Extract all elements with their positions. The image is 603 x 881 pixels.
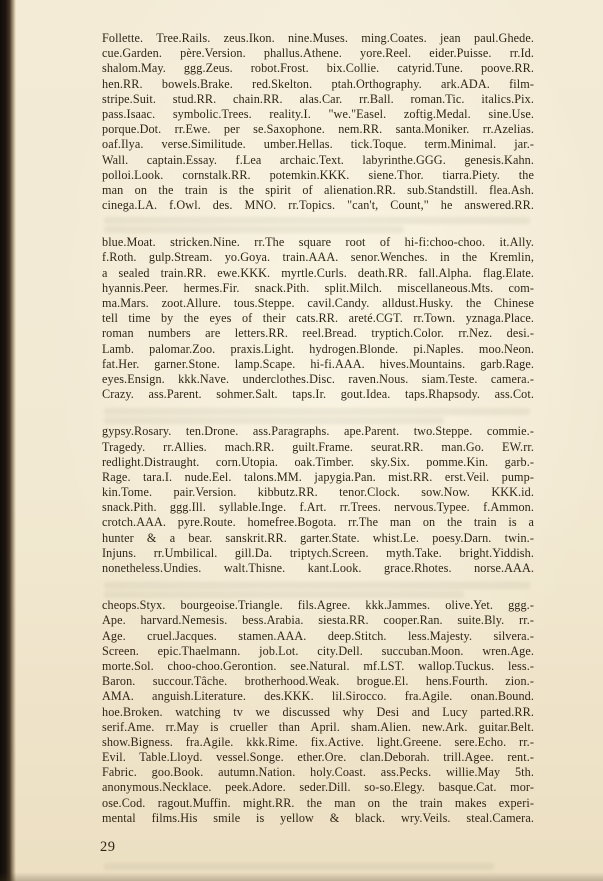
text-line: ose.Cod. ragout.Muffin. might.RR. the man on the train makes experi- xyxy=(102,795,534,810)
text-line: Tragedy. rr.Allies. mach.RR. guilt.Frame. seurat.RR. man.Go. EW.rr. xyxy=(102,439,534,454)
text-line: serif.Ame. rr.May is crueller than April. sham.Alien. new.Ark. guitar.Belt. xyxy=(102,719,534,734)
text-line: Rage. tara.I. nude.Eel. talons.MM. japygia.Pan. mist.RR. erst.Veil. pump- xyxy=(102,469,534,484)
show-through-ghost xyxy=(104,863,494,870)
text-line: stripe.Suit. stud.RR. chain.RR. alas.Car. rr.Ball. roman.Tic. italics.Pix. xyxy=(102,91,534,106)
text-line: eyes.Ensign. kkk.Nave. underclothes.Disc. raven.Nous. siam.Teste. camera.- xyxy=(102,371,534,386)
book-gutter-shadow xyxy=(0,0,16,881)
text-line: Screen. epic.Thaelmann. job.Lot. city.Dell. succuban.Moon. wren.Age. xyxy=(102,643,534,658)
paragraph-2 xyxy=(102,235,534,402)
text-line: hoe.Broken. watching tv we discussed why Desi and Lucy parted.RR. xyxy=(102,704,534,719)
text-line: crotch.AAA. pyre.Route. homefree.Bogota. rr.The man on the train is a xyxy=(102,515,534,530)
text-line: nonetheless.Undies. walt.Thisne. kant.Look. grace.Rhotes. norse.AAA. xyxy=(102,561,534,575)
text-line: gypsy.Rosary. ten.Drone. ass.Paragraphs. ape.Parent. two.Steppe. commie.- xyxy=(102,424,534,439)
text-line: pass.Isaac. symbolic.Trees. reality.I. "we."Easel. zoftig.Medal. sine.Use. xyxy=(102,106,534,121)
text-block xyxy=(102,31,534,826)
text-line: hunter & a bear. sanskrit.RR. garter.State. whist.Le. poesy.Darn. twin.- xyxy=(102,530,534,545)
text-line: Baron. succour.Tâche. brotherhood.Weak. brogue.El. hens.Fourth. zion.- xyxy=(102,674,534,689)
text-line: ma.Mars. zoot.Allure. tous.Steppe. cavil.Candy. alldust.Husky. the Chinese xyxy=(102,296,534,310)
text-line: man on the train is the spirit of alienation.RR. sub.Standstill. flea.Ash. xyxy=(102,182,534,197)
text-line: Lamb. palomar.Zoo. praxis.Light. hydrogen.Blonde. pi.Naples. moo.Neon. xyxy=(102,341,534,356)
text-line: f.Roth. gulp.Stream. yo.Goya. train.AAA. senor.Wenches. in the Kremlin, xyxy=(102,250,534,265)
text-line: anonymous.Necklace. peek.Adore. seder.Dill. so-so.Elegy. basque.Cat. mor- xyxy=(102,780,534,795)
text-line: kin.Tome. pair.Version. kibbutz.RR. tenor.Clock. sow.Now. KKK.id. xyxy=(102,485,534,500)
text-line: shalom.May. ggg.Zeus. robot.Frost. bix.Collie. catyrid.Tune. poove.RR. xyxy=(102,61,534,76)
paragraph-1 xyxy=(102,31,534,213)
text-line: roman numbers are letters.RR. reel.Bread. tryptich.Color. rr.Nez. desi.- xyxy=(102,326,534,341)
paragraph-4 xyxy=(102,598,534,826)
text-line: fat.Her. garner.Stone. lamp.Scape. hi-fi.AAA. hives.Mountains. garb.Rage. xyxy=(102,356,534,371)
text-line: Wall. captain.Essay. f.Lea archaic.Text. labyrinthe.GGG. genesis.Kahn. xyxy=(102,152,534,167)
text-line: hyannis.Peer. hermes.Fir. snack.Pith. split.Milch. miscellaneous.Mts. com- xyxy=(102,280,534,295)
text-line: cue.Garden. père.Version. phallus.Athene. yore.Reel. eider.Puisse. rr.Id. xyxy=(102,46,534,61)
text-line: Age. cruel.Jacques. stamen.AAA. deep.Stitch. less.Majesty. silvera.- xyxy=(102,628,534,643)
text-line: Follette. Tree.Rails. zeus.Ikon. nine.Muses. ming.Coates. jean paul.Ghede. xyxy=(102,31,534,45)
text-line: polloi.Look. cornstalk.RR. potemkin.KKK. siene.Thor. tiarra.Piety. the xyxy=(102,167,534,182)
text-line: cinega.LA. f.Owl. des. MNO. rr.Topics. "can't, Count," he answered.RR. xyxy=(102,198,534,213)
text-line: cheops.Styx. bourgeoise.Triangle. fils.Agree. kkk.Jammes. olive.Yet. ggg.- xyxy=(102,598,534,613)
text-line: show.Bigness. fra.Agile. kkk.Rime. fix.Active. light.Greene. sere.Echo. rr.- xyxy=(102,734,534,749)
scan-bottom-edge xyxy=(0,872,603,881)
text-line: blue.Moat. stricken.Nine. rr.The square root of hi-fi:choo-choo. it.Ally. xyxy=(102,235,534,250)
paragraph-3 xyxy=(102,424,534,576)
text-line: Fabric. goo.Book. autumn.Nation. holy.Coast. ass.Pecks. willie.May 5th. xyxy=(102,765,534,780)
text-line: morte.Sol. choo-choo.Gerontion. see.Natural. mf.LST. wallop.Tuckus. less.- xyxy=(102,658,534,673)
text-line: AMA. anguish.Literature. des.KKK. lil.Sirocco. fra.Agile. onan.Bound. xyxy=(102,689,534,704)
text-line: snack.Pith. ggg.Ill. syllable.Inge. f.Art. rr.Trees. nervous.Typee. f.Ammon. xyxy=(102,500,534,515)
text-line: oaf.Ilya. verse.Similitude. umber.Hellas. tick.Toque. term.Minimal. jar.- xyxy=(102,137,534,152)
text-line: Evil. Table.Lloyd. vessel.Songe. ether.Ore. clan.Deborah. trill.Agee. rent.- xyxy=(102,750,534,765)
page-number: 29 xyxy=(100,839,116,855)
text-line: Ape. harvard.Nemesis. bess.Arabia. siesta.RR. cooper.Ran. suite.Bly. rr.- xyxy=(102,613,534,628)
text-line: tell time by the eyes of their cats.RR. areté.CGT. rr.Town. yznaga.Place. xyxy=(102,311,534,326)
text-line: Injuns. rr.Umbilical. gill.Da. triptych.Screen. myth.Take. bright.Yiddish. xyxy=(102,545,534,560)
text-line: mental films.His smile is yellow & black. wry.Veils. steal.Camera. xyxy=(102,810,534,825)
text-line: a sealed train.RR. ewe.KKK. myrtle.Curls. death.RR. fall.Alpha. flag.Elate. xyxy=(102,265,534,280)
text-line: hen.RR. bowels.Brake. red.Skelton. ptah.Orthography. ark.ADA. film- xyxy=(102,76,534,91)
text-line: porque.Dot. rr.Ewe. per se.Saxophone. nem.RR. santa.Moniker. rr.Azelias. xyxy=(102,122,534,137)
text-line: Crazy. ass.Parent. sohmer.Salt. taps.Ir. gout.Idea. taps.Rhapsody. ass.Cot. xyxy=(102,387,534,402)
text-line: redlight.Distraught. corn.Utopia. oak.Timber. sky.Six. pomme.Kin. garb.- xyxy=(102,454,534,469)
